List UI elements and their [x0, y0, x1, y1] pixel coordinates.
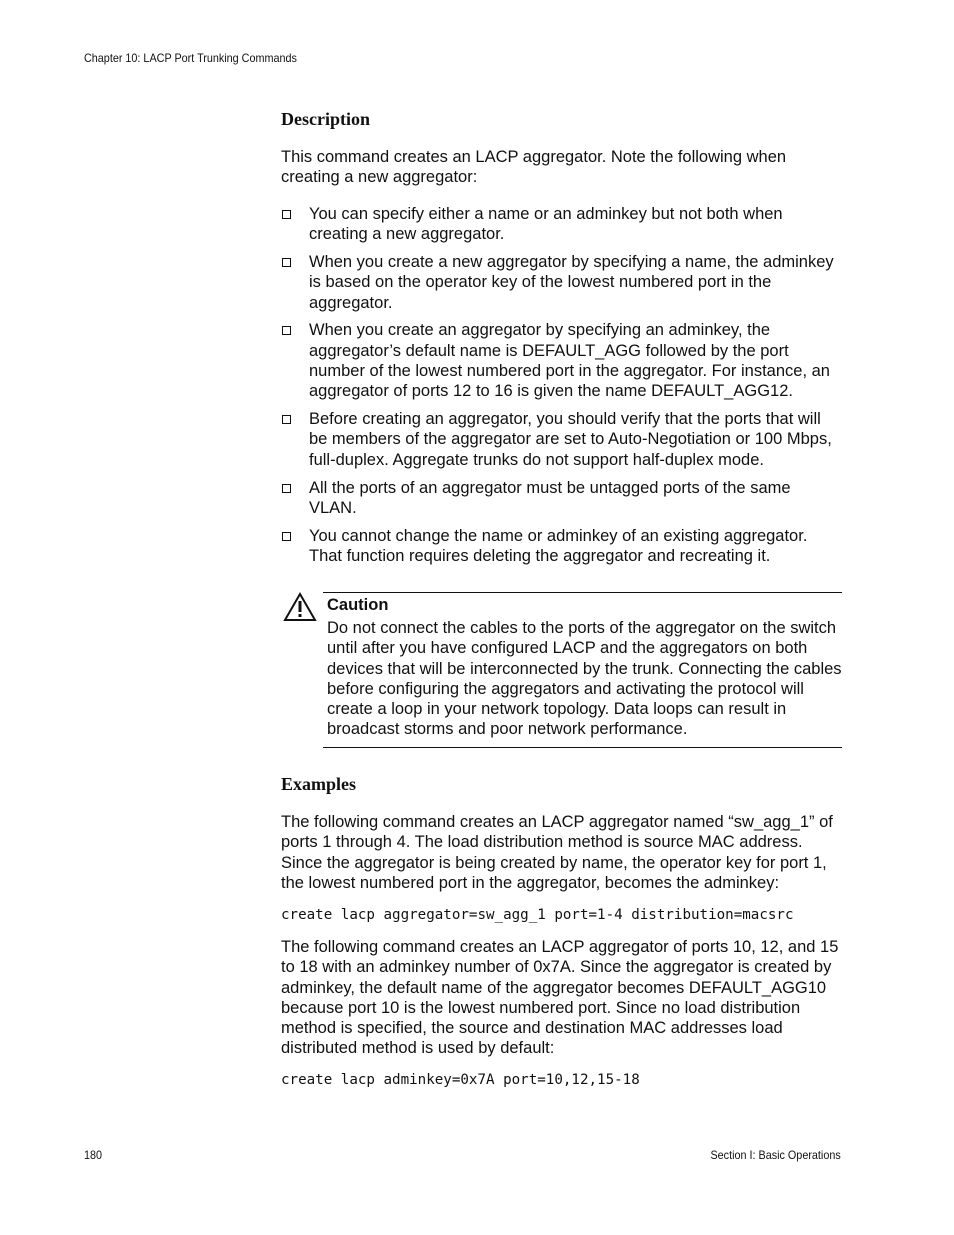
examples-heading: Examples: [281, 774, 357, 794]
square-bullet-icon: [282, 258, 291, 267]
bullet-item: [281, 409, 842, 470]
bullet-text: When you create an aggregator by specifying an adminkey, the aggregator’s default name is DEFAULT_AGG followed by the port number of the lowest numbered port in the aggregator. For instance, an aggregator of ports 12 to 16 is given the name DEFAULT_AGG12.: [309, 321, 830, 401]
page-number: 180: [84, 1148, 103, 1162]
description-heading: Description: [281, 109, 370, 129]
caution-title: Caution: [327, 596, 389, 614]
bullet-item: [281, 204, 842, 245]
bullet-text: Before creating an aggregator, you should verify that the ports that will be members of the aggregator are set to Auto-Negotiation or 100 Mbps, full-duplex. Aggregate trunks do not support half-duplex mode.: [309, 410, 832, 469]
example2-code: create lacp adminkey=0x7A port=10,12,15-18: [281, 1072, 640, 1088]
example2-text: The following command creates an LACP aggregator of ports 10, 12, and 15 to 18 with an adminkey number of 0x7A. Since the aggregator is created by adminkey, the default name of the aggregator becomes DEFAULT_AGG10 because port 10 is the lowest numbered port. Since no load distribution method is specified, the source and destination MAC addresses load distributed method is used by default:: [281, 938, 839, 1058]
example1-code: create lacp aggregator=sw_agg_1 port=1-4 distribution=macsrc: [281, 907, 794, 923]
example1-text: The following command creates an LACP aggregator named “sw_agg_1” of ports 1 through 4. The load distribution method is source MAC address. Since the aggregator is being created by name, the operator key for port 1, the lowest numbered port in the aggregator, becomes the adminkey:: [281, 813, 833, 892]
description-intro: This command creates an LACP aggregator. Note the following when creating a new aggregator:: [281, 148, 787, 187]
bullet-text: You can specify either a name or an adminkey but not both when creating a new aggregator.: [309, 205, 783, 244]
running-header: Chapter 10: LACP Port Trunking Commands: [84, 51, 297, 65]
description-bullet-list: [281, 204, 842, 574]
section-footer: Section I: Basic Operations: [710, 1148, 841, 1162]
bullet-text: You cannot change the name or adminkey of an existing aggregator. That function requires deleting the aggregator and recreating it.: [309, 526, 808, 565]
caution-body: Do not connect the cables to the ports of the aggregator on the switch until after you have configured LACP and the aggregators on both devices that will be interconnected by the trunk. Connecting the cables before configuring the aggregators and activating the protocol will create a loop in your network topology. Data loops can result in broadcast storms and poor network performance.: [327, 619, 842, 739]
bullet-text: All the ports of an aggregator must be untagged ports of the same VLAN.: [309, 478, 791, 517]
caution-top-rule: [323, 592, 842, 593]
bullet-item: [281, 320, 842, 401]
warning-triangle-icon: [283, 592, 317, 622]
square-bullet-icon: [282, 326, 291, 335]
bullet-item: [281, 252, 842, 313]
bullet-item: [281, 478, 842, 519]
bullet-text: When you create a new aggregator by specifying a name, the adminkey is based on the operator key of the lowest numbered port in the aggregator.: [309, 253, 834, 312]
square-bullet-icon: [282, 484, 291, 493]
bullet-item: [281, 526, 842, 567]
caution-bottom-rule: [323, 747, 842, 748]
square-bullet-icon: [282, 415, 291, 424]
square-bullet-icon: [282, 210, 291, 219]
square-bullet-icon: [282, 532, 291, 541]
